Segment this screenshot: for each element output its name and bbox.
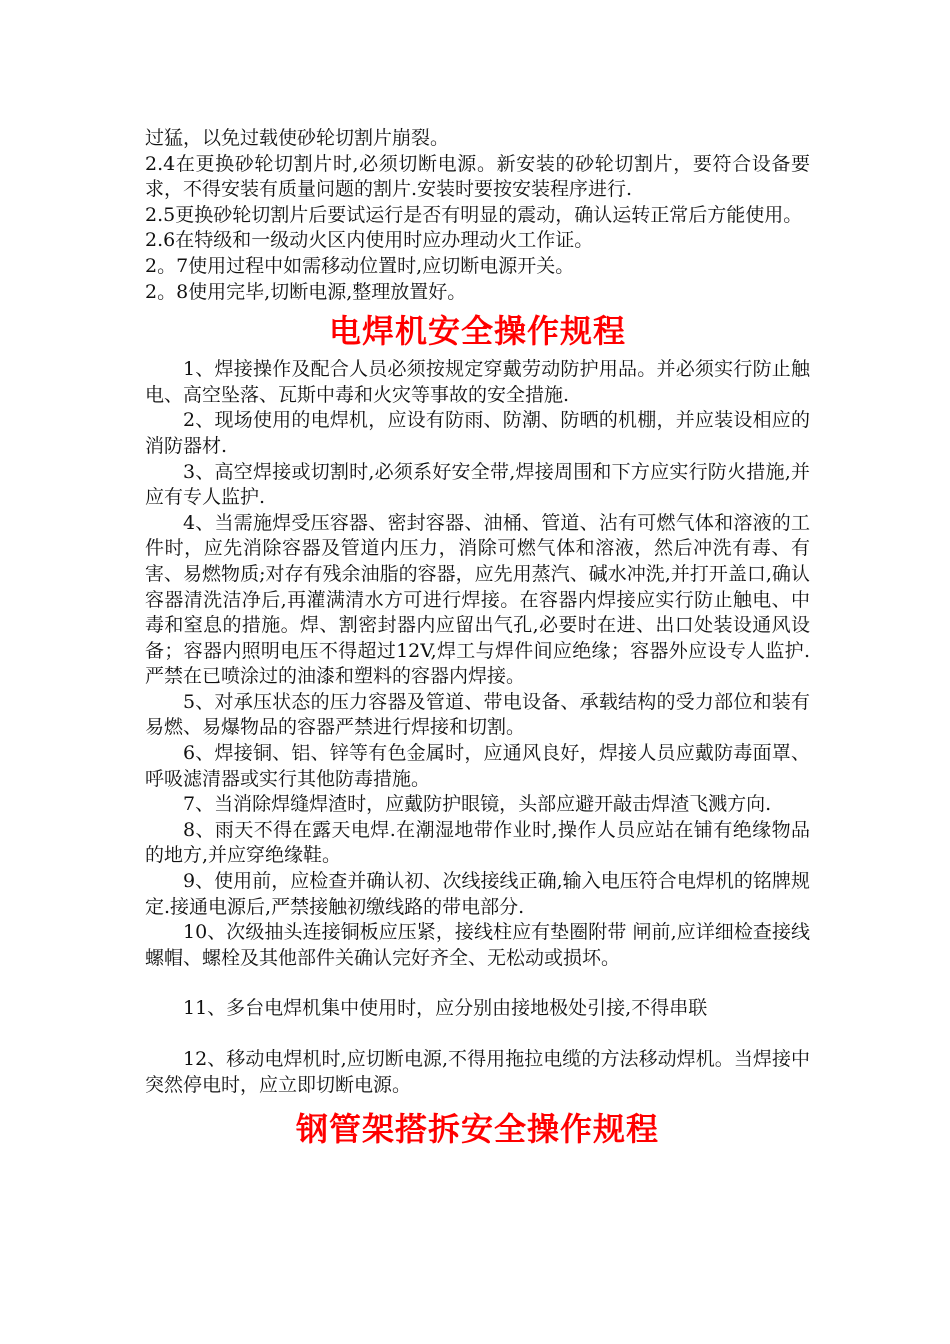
section-title-welding: 电焊机安全操作规程 <box>328 312 626 351</box>
list-item: 10、次级抽头连接铜板应压紧，接线柱应有垫圈附带 闸前,应详细检查接线螺帽、螺栓及其他部件关确认完好齐全、无松动或损坏。 <box>145 921 810 969</box>
paragraph: 2.5更换砂轮切割片后要试运行是否有明显的震动，确认运转正常后方能使用。 <box>145 203 803 226</box>
paragraph: 2。8使用完毕,切断电源,整理放置好。 <box>145 280 467 303</box>
list-item: 3、高空焊接或切割时,必须系好安全带,焊接周围和下方应实行防火措施,并应有专人监护. <box>145 460 810 509</box>
list-item: 12、移动电焊机时,应切断电源,不得用拖拉电缆的方法移动焊机。当焊接中突然停电时，应立即切断电源。 <box>145 1048 810 1096</box>
paragraph: 过猛，以免过载使砂轮切割片崩裂。 <box>145 127 450 149</box>
paragraph: 2.6在特级和一级动火区内使用时应办理动火工作证。 <box>145 229 594 252</box>
list-item: 2、现场使用的电焊机，应设有防雨、防潮、防晒的机棚，并应装设相应的消防器材. <box>145 409 810 457</box>
list-item: 7、当消除焊缝焊渣时，应戴防护眼镜，头部应避开敲击焊渣飞溅方向. <box>183 793 772 816</box>
section-title-scaffold: 钢管架搭拆安全操作规程 <box>295 1110 659 1149</box>
paragraph: 2。7使用过程中如需移动位置时,应切断电源开关。 <box>145 254 575 277</box>
list-item: 5、对承压状态的压力容器及管道、带电设备、承载结构的受力部位和装有易燃、易爆物品的容器严禁进行焊接和切割。 <box>145 690 810 739</box>
document-page <box>145 126 810 1160</box>
blank-line <box>145 1022 810 1047</box>
blank-line <box>145 971 810 996</box>
list-item: 9、使用前，应检查并确认初、次线接线正确,输入电压符合电焊机的铭牌规定.接通电源后,严禁接触初缴线路的带电部分. <box>145 870 810 918</box>
list-item: 11、多台电焊机集中使用时，应分别由接地极处引接,不得串联 <box>183 997 708 1020</box>
list-item: 6、焊接铜、铝、锌等有色金属时，应通风良好，焊接人员应戴防毒面罩、呼吸滤清器或实行其他防毒措施。 <box>145 742 810 790</box>
list-item: 4、当需施焊受压容器、密封容器、油桶、管道、沾有可燃气体和溶液的工件时，应先消除容器及管道内压力，消除可燃气体和溶液，然后冲洗有毒、有害、易燃物质;对存有残余油脂的容器，应先用蒸汽、碱水冲洗,并打开盖口,确认容器清洗洁净后,再灌满清水方可进行焊接。在容器内焊接应实行防止触电、中毒和窒息的措施。焊、割密封器内应留出气孔,必要时在进、出口处装设通风设备；容器内照明电压不得超过12V,焊工与焊件间应绝缘；容器外应设专人监护.严禁在已喷涂过的油漆和塑料的容器内焊接。 <box>145 511 810 688</box>
list-item: 8、雨天不得在露天电焊.在潮湿地带作业时,操作人员应站在铺有绝缘物品的地方,并应穿绝缘鞋。 <box>145 818 810 867</box>
list-item: 1、焊接操作及配合人员必须按规定穿戴劳动防护用品。并必须实行防止触电、高空坠落、瓦斯中毒和火灾等事故的安全措施. <box>145 358 810 406</box>
paragraph: 2.4在更换砂轮切割片时,必须切断电源。新安装的砂轮切割片，要符合设备要求，不得安装有质量问题的割片.安装时要按安装程序进行. <box>145 152 810 201</box>
